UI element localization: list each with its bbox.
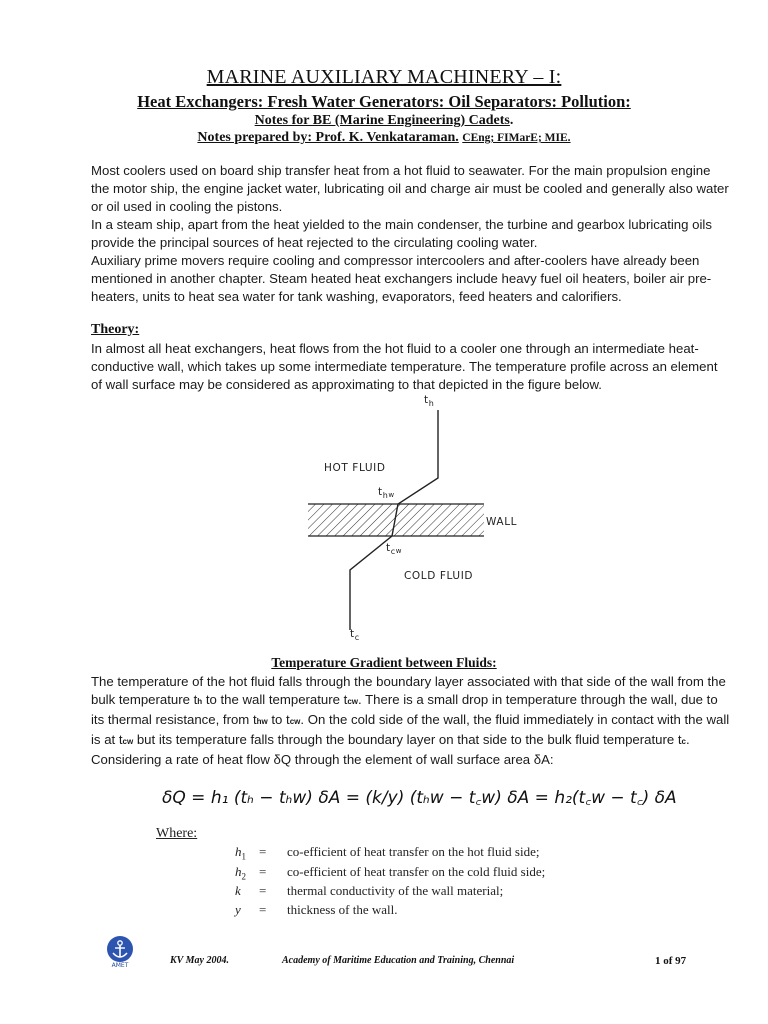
notes-for-text: Notes for BE (Marine Engineering) Cadets: [254, 113, 510, 128]
definition-row: $h_1$ = co-efficient of heat transfer on the hot fluid side;: [235, 844, 540, 862]
amet-logo-text: AMET: [111, 962, 129, 969]
where-label: Where:: [156, 826, 198, 841]
label-cold-fluid: COLD FLUID: [404, 570, 474, 582]
definition-symbol: y: [235, 902, 241, 917]
footer-page-number: 1 of 97: [655, 955, 687, 967]
intro-paragraph-1: Most coolers used on board ship transfer heat from a hot fluid to seawater. For the main propulsion engine the motor ship, the engine jacket water, lubricating oil and charge air must be cooled and generally also water or oil used in cooling the pistons.: [91, 163, 729, 214]
label-thw: $t_hw$: [378, 486, 395, 500]
temperature-gradient-heading: Temperature Gradient between Fluids:: [271, 655, 497, 670]
intro-section: [91, 162, 731, 306]
temperature-profile-figure: [300, 392, 530, 652]
label-hot-fluid: HOT FLUID: [324, 462, 386, 474]
theory-paragraph: In almost all heat exchangers, heat flows from the hot fluid to a cooler one through an intermediate heat-conductive wall, which takes up some intermediate temperature. The temperature profile across an element of wall surface may be considered as approximating to that depicted in the figure below.: [91, 341, 718, 392]
notes-for-line: Notes for BE (Marine Engineering) Cadets.: [254, 113, 514, 128]
theory-heading: Theory:: [91, 322, 140, 337]
label-wall: WALL: [486, 516, 518, 528]
definition-symbol: $h_2$: [235, 864, 246, 882]
prepared-by-line: [0, 130, 768, 146]
footer-author-date: KV May 2004.: [170, 955, 229, 966]
wall-hatching: [308, 504, 484, 536]
label-th: $t_h$: [424, 394, 435, 408]
definition-text: thickness of the wall.: [287, 902, 398, 917]
definition-row: $h_2$ = co-efficient of heat transfer on the cold fluid side;: [235, 864, 546, 882]
label-tc: $t_c$: [350, 628, 360, 642]
definition-row: k = thermal conductivity of the wall material;: [235, 883, 504, 898]
definition-text: co-efficient of heat transfer on the hot fluid side;: [287, 844, 540, 859]
prepared-by-text: Notes prepared by: Prof. K. Venkataraman.: [197, 130, 459, 145]
document-subtitle: Heat Exchangers: Fresh Water Generators: Oil Separators: Pollution:: [137, 92, 631, 111]
credentials-text: CEng; FIMarE; MIE.: [462, 132, 571, 144]
considering-text: Considering a rate of heat flow δQ through the element of wall surface area δA:: [91, 752, 554, 767]
document-title: MARINE AUXILIARY MACHINERY – I:: [206, 66, 562, 88]
intro-paragraph-3: Auxiliary prime movers require cooling and compressor intercoolers and after-coolers have already been mentioned in another chapter. Steam heated heat exchangers include heavy fuel oil heaters, boiler air pre-heaters, units to heat sea water for tank washing, evaporators, feed heaters and calorifiers.: [91, 253, 712, 304]
label-tcw: $t_cw$: [386, 542, 403, 556]
definition-text: thermal conductivity of the wall material;: [287, 883, 504, 898]
definition-row: y = thickness of the wall.: [235, 902, 398, 917]
heat-flow-equation: δQ = h₁ (tₕ − tₕw) δA = (k/y) (tₕw − t꜀w) δA = h₂(t꜀w − t꜀) δA: [162, 788, 677, 808]
definition-symbol: k: [235, 883, 241, 898]
definition-symbol: $h_1$: [235, 844, 246, 862]
footer-institution: Academy of Maritime Education and Training, Chennai: [282, 955, 515, 966]
definition-text: co-efficient of heat transfer on the cold fluid side;: [287, 864, 546, 879]
temperature-gradient-paragraph: [91, 673, 731, 769]
gradient-text: The temperature of the hot fluid falls through the boundary layer associated with that side of the wall from the bulk temperature th to the wall temperature tcw. There is a small drop in temperature through the wall, due to its thermal resistance, from thw to tcw. On the cold side of the wall, the fluid immediately in contact with the wall is at tcw but its temperature falls through the boundary layer on that side to the bulk fluid temperature tc.: [91, 674, 730, 747]
intro-paragraph-2: In a steam ship, apart from the heat yielded to the main condenser, the turbine and gearbox lubricating oils provide the principal sources of heat rejected to the circulating cooling water.: [91, 217, 712, 250]
